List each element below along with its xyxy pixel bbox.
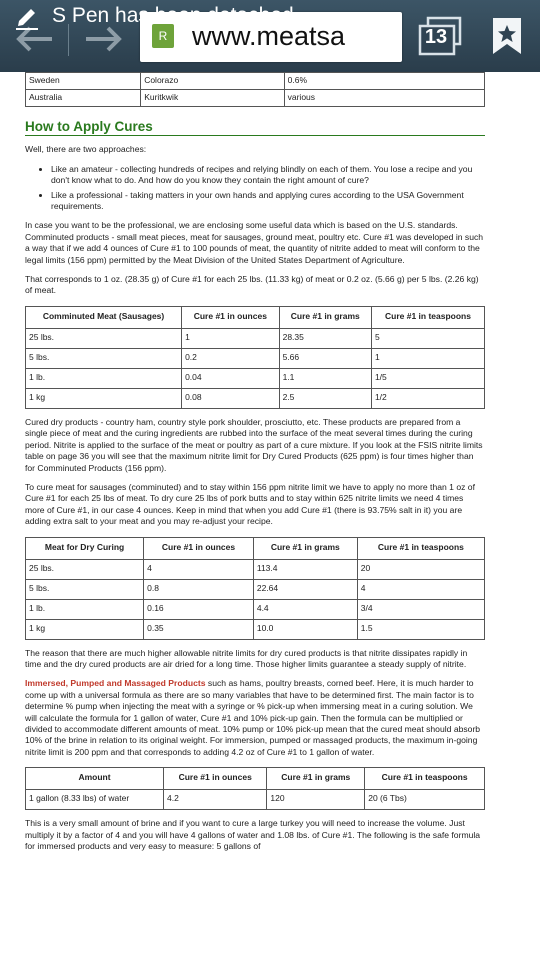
paragraph: That corresponds to 1 oz. (28.35 g) of Cure #1 for each 25 lbs. (11.33 kg) of meat or 0.2 oz. (5.66 g) per 5 lbs. (2.26 kg) of meat. <box>25 274 479 296</box>
table-cell: 1 <box>371 348 484 368</box>
table-cell: 25 lbs. <box>26 559 144 579</box>
table-cell: 28.35 <box>279 328 371 348</box>
table-header: Cure #1 in grams <box>279 306 371 328</box>
table-cell: 1 kg <box>26 388 182 408</box>
table-cell: 0.2 <box>182 348 280 368</box>
table-cell: 5 lbs. <box>26 348 182 368</box>
highlight-link[interactable]: Immersed, Pumped and Massaged Products <box>25 678 206 689</box>
table-row <box>26 619 485 639</box>
tab-count: 13 <box>424 26 448 48</box>
table-cell: Australia <box>26 90 141 107</box>
table-cell: 1/5 <box>371 368 484 388</box>
approach-list <box>25 164 485 213</box>
tabs-button[interactable] <box>418 16 464 56</box>
table-row <box>26 559 485 579</box>
table-cell: 4 <box>357 579 484 599</box>
table-header: Cure #1 in grams <box>267 768 365 790</box>
forward-arrow-icon[interactable] <box>84 24 124 54</box>
table-header: Amount <box>26 768 164 790</box>
paragraph: The reason that there are much higher allowable nitrite limits for dry cured products is that nitrite dissipates rapidly in time and the dry cured products are air dried for a long time. Those higher limits guarantee a steady supply of nitrite. <box>25 647 468 669</box>
table-cell: Sweden <box>26 73 141 90</box>
browser-toolbar <box>0 0 540 72</box>
paragraph-text: such as hams, poultry breasts, corned beef. Here, it is much harder to come up with a universal formula as there are so many variables that have to be determined first. The main factor is to determine % pump when injecting the meat with a syringe or % pick-up when immersing meat in a curing solution. We will calculate the formula for 1 gallon of water, Cure #1 and 10% pick-up gain. Then the formula can be multiplied or divided to accommodate different amounts of meat. 10% pump or 10% pick-up mean that the cured meat should absorb 10% of the brine in relation to its original weight. For immersion, pumped or massaged products, the maximum in-going nitrite limit is 200 ppm and that corresponds to adding 4.2 oz of Cure #1 to 1 gallon of water. <box>25 678 481 757</box>
table-cell: 120 <box>267 790 365 810</box>
table-row <box>26 328 485 348</box>
pen-icon <box>14 8 40 30</box>
table-header: Cure #1 in ounces <box>144 537 254 559</box>
table-cell: 113.4 <box>253 559 357 579</box>
table-cell: 0.08 <box>182 388 280 408</box>
table-cell: 0.6% <box>284 73 484 90</box>
table-header: Cure #1 in teaspoons <box>365 768 485 790</box>
table-cell: 1/2 <box>371 388 484 408</box>
paragraph: Cured dry products - country ham, country style pork shoulder, prosciutto, etc. These products are prepared from a single piece of meat and the curing ingredients are rubbed into the surface of the meat several times during the curing period. Nitrite is applied to the surface of the meat or poultry as part of a cure mixture. If you look at the FSIS nitrite limits table on page 36 you will see that the maximum nitrite limit for Dry Cured Products (625 ppm) is four times higher than for Comminuted Products (156 ppm). <box>25 416 483 473</box>
table-cell: 1 lb. <box>26 599 144 619</box>
table-cell: 20 <box>357 559 484 579</box>
table-header: Cure #1 in ounces <box>182 306 280 328</box>
table-cell: Colorazo <box>141 73 284 90</box>
table-cell: 1 lb. <box>26 368 182 388</box>
table-cell: 0.16 <box>144 599 254 619</box>
table-row <box>26 388 485 408</box>
table-row <box>26 368 485 388</box>
table-cell: 5 lbs. <box>26 579 144 599</box>
paragraph: To cure meat for sausages (comminuted) and to stay within 156 ppm nitrite limit we have to apply no more than 1 oz of Cure #1 for each 25 lbs of meat. To dry cure 25 lbs of pork butts and to stay within 625 nitrite limits we need 4 times more of Cure #1, in our case 4 ounces. Keep in mind that when you add Cure #1 (there is 93.75% salt in it) you are adding extra salt to your meat and you may re-adjust your recipe. <box>25 481 475 527</box>
paragraph: This is a very small amount of brine and if you want to cure a large turkey you will need to increase the volume. Just multiply it by a factor of 4 and you will have 4 gallons of water and 1.08 lbs. of Cure #1. The following is the safe formula for immersed products and very easy to measure: 5 gallons of <box>25 818 481 851</box>
url-text[interactable]: www.meatsa <box>192 21 346 51</box>
notification-text: S Pen has been detached <box>52 4 294 27</box>
article <box>25 72 485 852</box>
table-cell: 1.1 <box>279 368 371 388</box>
table-header: Comminuted Meat (Sausages) <box>26 306 182 328</box>
table-cell: 4.2 <box>164 790 267 810</box>
table-cell: 5 <box>371 328 484 348</box>
paragraph: In case you want to be the professional, we are enclosing some useful data which is based on the U.S. standards. Comminuted products - small meat pieces, meat for sausages, ground meat, poultry etc. Cure #1 was developed in such a way that if we add 4 ounces of Cure #1 to 100 pounds of meat, the quantity of nitrite added to meat will conform to the legal limits (156 ppm) permitted by the Meat Division of the United States Department of Agriculture. <box>25 220 484 265</box>
table-row <box>26 73 485 90</box>
list-item: • Like an amateur - collecting hundreds of recipes and relying blindly on each of them. You lose a recipe and you don't know what to do. And how do you know they contain the right amount of cure? <box>51 164 485 187</box>
table-cell: 0.04 <box>182 368 280 388</box>
table-header: Cure #1 in grams <box>253 537 357 559</box>
page-content[interactable] <box>0 72 540 960</box>
table-cell: 20 (6 Tbs) <box>365 790 485 810</box>
table-cell: 10.0 <box>253 619 357 639</box>
comminuted-cure-table <box>25 306 485 409</box>
toolbar-separator <box>68 24 69 56</box>
table-header: Meat for Dry Curing <box>26 537 144 559</box>
table-cell: 3/4 <box>357 599 484 619</box>
table-header: Cure #1 in teaspoons <box>357 537 484 559</box>
list-item: • Like a professional - taking matters in your own hands and applying cures according to the USA Government requirements. <box>51 190 485 213</box>
table-row <box>26 348 485 368</box>
table-cell: various <box>284 90 484 107</box>
immersion-cure-table <box>25 767 485 810</box>
site-favicon-icon: R <box>152 24 174 48</box>
table-header: Cure #1 in ounces <box>164 768 267 790</box>
intro-text: Well, there are two approaches: <box>25 144 147 155</box>
table-cell: 1 kg <box>26 619 144 639</box>
table-cell: 0.35 <box>144 619 254 639</box>
table-cell: 5.66 <box>279 348 371 368</box>
table-row <box>26 90 485 107</box>
paragraph <box>25 678 485 758</box>
nitrite-country-table <box>25 72 485 107</box>
table-cell: 1 gallon (8.33 lbs) of water <box>26 790 164 810</box>
table-cell: Kuritkwik <box>141 90 284 107</box>
table-header: Cure #1 in teaspoons <box>371 306 484 328</box>
table-cell: 2.5 <box>279 388 371 408</box>
dry-curing-table <box>25 537 485 640</box>
table-cell: 25 lbs. <box>26 328 182 348</box>
table-row <box>26 599 485 619</box>
table-row <box>26 579 485 599</box>
table-cell: 1 <box>182 328 280 348</box>
table-cell: 4.4 <box>253 599 357 619</box>
table-cell: 1.5 <box>357 619 484 639</box>
section-heading: How to Apply Cures <box>25 121 485 136</box>
table-cell: 22.64 <box>253 579 357 599</box>
table-row <box>26 790 485 810</box>
table-cell: 0.8 <box>144 579 254 599</box>
bookmark-icon[interactable] <box>490 16 524 56</box>
table-cell: 4 <box>144 559 254 579</box>
